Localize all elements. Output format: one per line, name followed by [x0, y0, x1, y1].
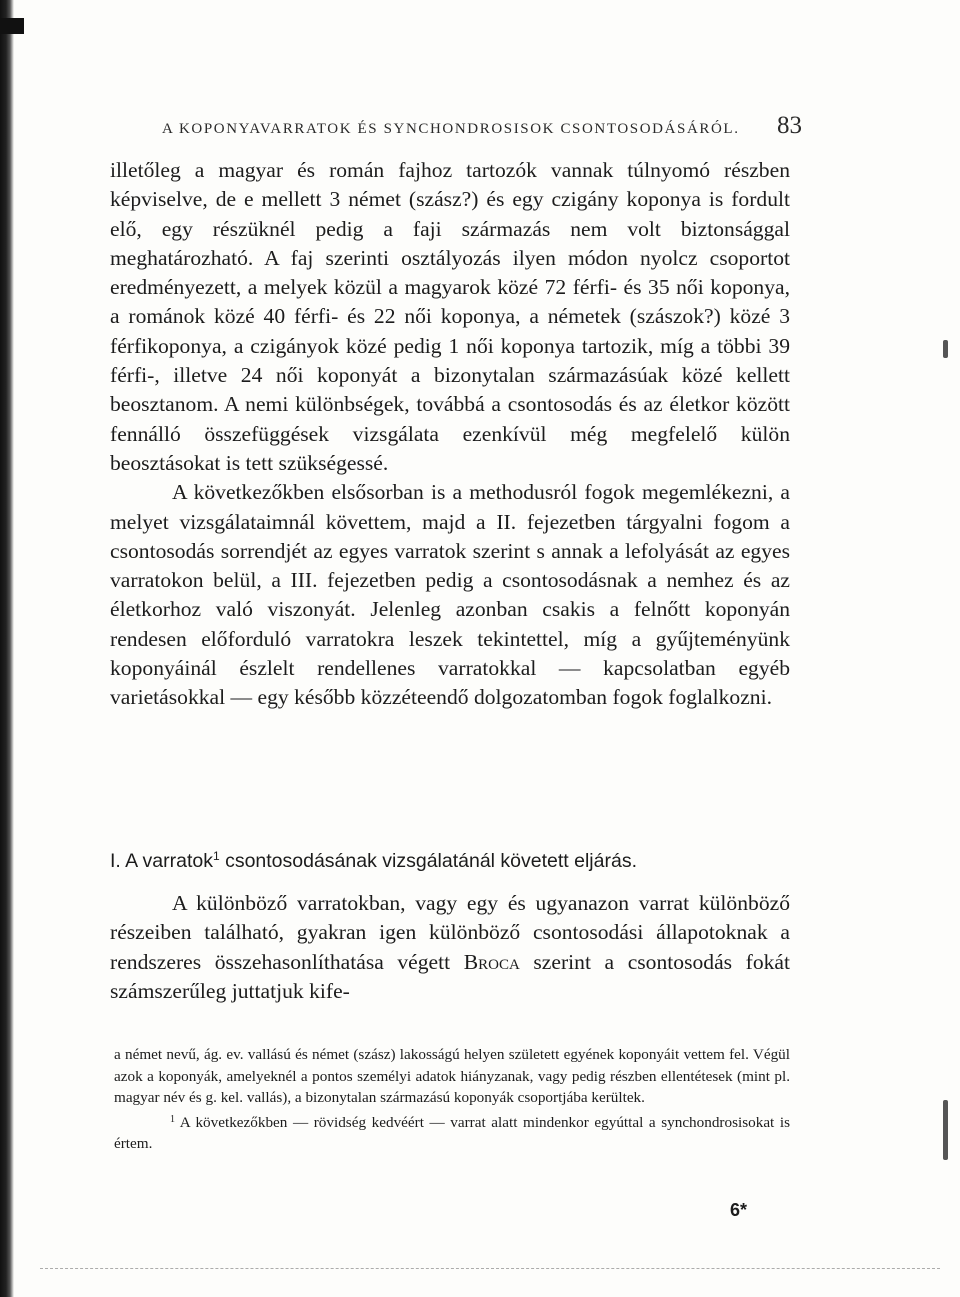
footnotes	[114, 1044, 790, 1155]
section-heading-text: I. A varratok	[110, 850, 213, 872]
footnote-marker: 1	[170, 1113, 175, 1125]
section-heading	[110, 843, 800, 874]
author-name: Broca	[463, 949, 520, 974]
footnote-1	[114, 1109, 790, 1155]
section-body	[110, 889, 790, 1006]
paragraph: A következőkben elsősorban is a methodusról fogok megemlékezni, a melyet vizsgálataimnál követtem, majd a II. fejezetben tárgyalni fogom a csontosodás sorrendjét az egyes varratok szerint s annak a lefolyását az egyes varratokon belül, a III. fejezetben pedig a csontosodásnak a nemhez és az életkorhoz való viszonyát. Jelenleg azonban csakis a felnőtt koponyán rendesen előforduló varratokra leszek tekintettel, míg a gyűjteményünk koponyáinál észlelt rendellenes varratokkal — kapcsolatban egyéb varietásokkal — egy később közzéteendő dolgozatomban fogok foglalkozni.	[110, 480, 790, 710]
paragraph	[110, 889, 790, 1006]
paragraph-text: A különböző varratokban, vagy egy és ugyanazon varrat különböző részeiben található, gyakran igen különböző csontosodási állapotoknak a rendszeres összehasonlíthatása végett	[110, 891, 790, 974]
body-text	[110, 156, 790, 713]
footnote-text: A következőkben — rövidség kedvéért — varrat alatt mindenkor egyúttal a synchondrosisokat is értem.	[114, 1113, 790, 1153]
section-heading-text: csontosodásának vizsgálatánál követett eljárás.	[219, 850, 637, 872]
paragraph: illetőleg a magyar és román fajhoz tartozók vannak túlnyomó részben képviselve, de e mellett 3 német (szász?) és egy czigány koponya is fordult elő, egy részüknél pedig a faji származás nem volt biztonsággal meghatározható. A faj szerinti osztályozás ilyen módon nyolcz csoportot eredményezett, a melyek közül a magyarok közé 72 férfi- és 35 női koponya, a románok közé 40 férfi- és 22 női koponya, a németek (szászok?) közé 3 férfikoponya, a czigányok közé pedig 1 női koponya tartozik, míg a többi 39 férfi-, illetve 24 női koponyát a bizonytalan származásúak közé kellett beosztanom. A nemi különbségek, továbbá a csontosodás és az életkor között fennálló összefüggések vizsgálata ezenkívül még megfelelő külön beosztásokat is tett szükségessé.	[110, 158, 790, 475]
running-header-title: A KOPONYAVARRATOK ÉS SYNCHONDROSISOK CSONTOSODÁSÁRÓL.	[162, 121, 740, 137]
scan-left-edge	[0, 0, 14, 1297]
footnote-continued: a német nevű, ág. ev. vallású és német (szász) lakosságú helyen született egyének koponyáit vettem fel. Végül azok a koponyák, amelyeknél a pontos személyi adatok hiányzanak, vagy pedig részben ellentétesek (mint pl. magyar név és g. kel. vallás), a bizonytalan származású koponyák csoportjába kerültek.	[114, 1046, 790, 1107]
footnote-marker: 1	[212, 849, 220, 863]
page-number: 83	[777, 112, 802, 139]
scan-mark	[0, 18, 24, 34]
scan-speck	[943, 1100, 948, 1160]
running-header	[162, 112, 802, 140]
scan-speck	[943, 340, 948, 358]
printer-signature: 6*	[730, 1200, 748, 1220]
paragraph-text: szerint a csontosodás fokát számszerűleg juttatjuk kife-	[110, 949, 791, 1003]
scan-bottom-edge	[40, 1268, 940, 1269]
